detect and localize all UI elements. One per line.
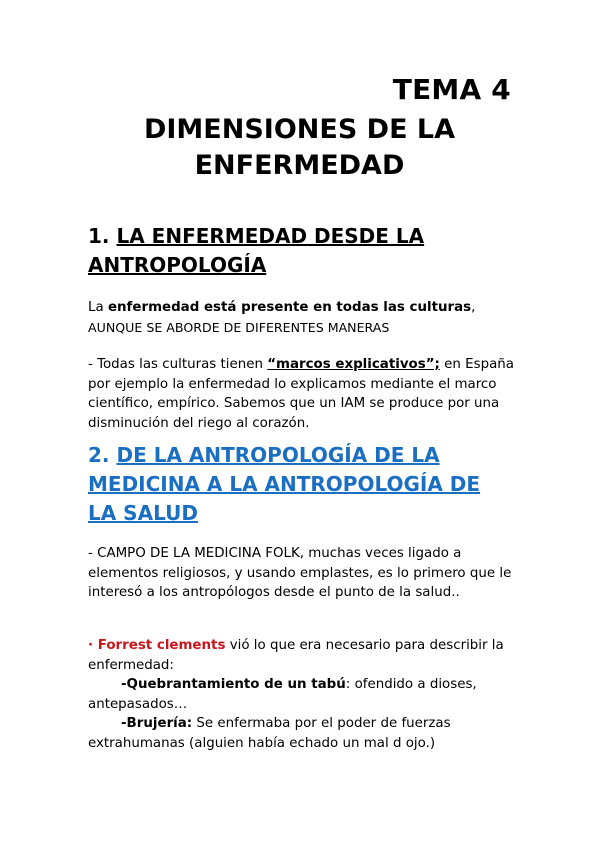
section1-heading-line2: ANTROPOLOGÍA <box>88 253 267 277</box>
section1-heading-line1: LA ENFERMEDAD DESDE LA <box>116 224 425 248</box>
section1-para1-prefix: La <box>88 300 108 315</box>
forrest-clements-name: · Forrest clements <box>88 638 226 653</box>
section1-para2-text: en España por ejemplo la enfermedad lo explicamos mediante el marco científico, empírico. Sabemos que un IAM se produce por una disminución del riego al corazón. <box>88 357 514 431</box>
section2-heading-line2: MEDICINA A LA ANTROPOLOGÍA DE <box>88 472 481 496</box>
section1-para2-prefix: - Todas las culturas tienen <box>88 357 268 372</box>
section1-paragraph1 <box>88 298 528 338</box>
item2-text: Se enfermaba por el poder de fuerzas extrahumanas (alguien había echado un mal d ojo.) <box>88 716 451 751</box>
section2-number: 2. <box>88 443 117 467</box>
section1-number: 1. <box>88 224 117 248</box>
tema-label: TEMA 4 <box>392 73 511 106</box>
section1-para1-suffix: , <box>471 300 476 315</box>
section1-paragraph2 <box>88 355 528 433</box>
page-title-line1: DIMENSIONES DE LA <box>143 114 456 145</box>
item1-text: : ofendido a dioses, antepasados… <box>88 677 477 712</box>
section1-para2-bold: “marcos explicativos”; <box>267 357 440 372</box>
section2-paragraph2 <box>88 636 528 753</box>
page-title <box>0 112 599 184</box>
section2-heading <box>88 441 528 528</box>
section2-heading-line3: LA SALUD <box>88 501 198 525</box>
item1-term: -Quebrantamiento de un tabú <box>121 677 346 692</box>
section2-paragraph1: - CAMPO DE LA MEDICINA FOLK, muchas veces ligado a elementos religiosos, y usando emplastes, es lo primero que le interesó a los antropólogos desde el punto de la salud.. <box>88 546 512 600</box>
item2-term: -Brujería: <box>121 716 193 731</box>
page-title-line2: ENFERMEDAD <box>194 150 405 181</box>
section1-para1-line2: AUNQUE SE ABORDE DE DIFERENTES MANERAS <box>88 319 390 335</box>
section2-heading-line1: DE LA ANTROPOLOGÍA DE LA <box>116 443 440 467</box>
section2-para2-text: vió lo que era necesario para describir la enfermedad: <box>88 638 504 673</box>
section1-heading <box>88 222 528 280</box>
section1-para1-bold: enfermedad está presente en todas las culturas <box>107 300 472 315</box>
